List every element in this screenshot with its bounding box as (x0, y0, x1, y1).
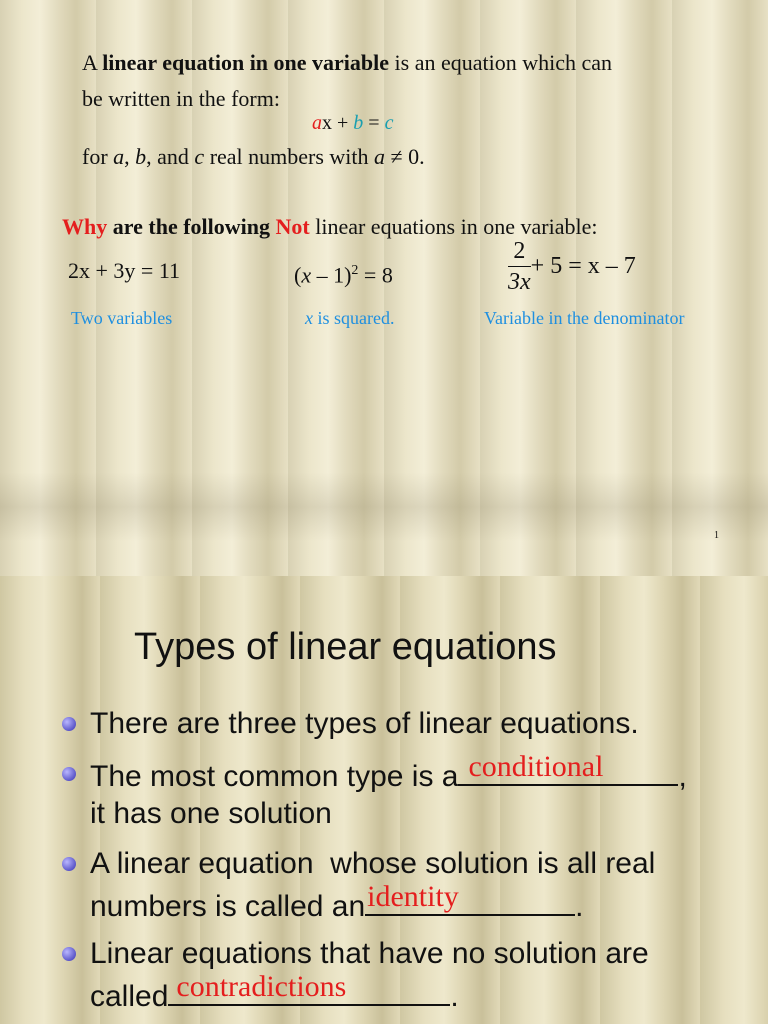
question-rest: linear equations in one variable: (315, 214, 598, 239)
condition-line (82, 142, 425, 172)
coefficient-a: a (312, 112, 322, 134)
eq3-fraction (508, 236, 531, 297)
bullet-item (62, 844, 655, 884)
example-equation-3 (508, 236, 636, 297)
page-number: 1 (714, 530, 719, 541)
bullet-punct: . (575, 890, 584, 923)
question-not: Not (275, 214, 310, 239)
definition-term: linear equation in one variable (102, 50, 390, 75)
eq3-denominator: 3x (508, 269, 531, 295)
eq2-x: x (301, 262, 312, 288)
eq3-numerator: 2 (508, 236, 531, 267)
bullet-text: A linear equation whose solution is all real (90, 847, 656, 880)
bullet-dot-icon (62, 947, 76, 961)
bullet-dot-icon (62, 857, 76, 871)
equals-sign: = (363, 112, 385, 134)
answer-blank (168, 970, 450, 1006)
bullet-text: numbers is called an (90, 890, 366, 923)
question-bold-text: are the following (112, 214, 270, 239)
condition-a-nonzero: a (374, 144, 386, 169)
bullet-punct: . (450, 980, 459, 1013)
eq2-tail: = 8 (358, 262, 393, 288)
answer-conditional: conditional (468, 750, 604, 783)
definition-prefix: A (82, 50, 97, 75)
reason-2-x: x (305, 308, 313, 328)
condition-a: a (113, 144, 125, 169)
bullet-dot-icon (62, 767, 76, 781)
condition-neq-zero: ≠ 0. (390, 144, 425, 169)
bullet-text: called (90, 980, 169, 1013)
answer-identity: identity (367, 880, 459, 913)
bullet-continuation: it has one solution (90, 797, 332, 830)
bullet-text: The most common type is a (90, 760, 459, 793)
answer-contradictions: contradictions (176, 970, 347, 1003)
bullet-continuation (90, 880, 584, 927)
bullet-item (62, 750, 687, 797)
reason-3: Variable in the denominator (484, 308, 685, 328)
constant-b: b (353, 112, 364, 134)
condition-for: for (82, 144, 108, 169)
condition-comma: , (124, 144, 130, 169)
answer-blank (458, 750, 678, 786)
bullet-item (62, 934, 649, 974)
reason-2 (305, 306, 394, 330)
reason-2-text: is squared. (317, 308, 395, 328)
condition-text: real numbers with (209, 144, 369, 169)
bullet-continuation (90, 970, 459, 1017)
bullet-text: Linear equations that have no solution are (90, 937, 649, 970)
bullet-punct: , (678, 760, 687, 793)
constant-c: c (384, 112, 394, 134)
example-equation-2 (294, 256, 393, 290)
condition-b: b (135, 144, 147, 169)
definition-text: is an equation which can (394, 50, 613, 75)
eq2-open: ( (294, 262, 302, 288)
condition-c: c (194, 144, 205, 169)
bullet-dot-icon (62, 717, 76, 731)
eq2-rest: – 1) (311, 262, 352, 288)
eq3-rest: + 5 = x – 7 (530, 253, 636, 279)
bullet-item (62, 704, 639, 744)
question-why: Why (62, 214, 108, 239)
answer-blank (365, 880, 575, 916)
slide-title: Types of linear equations (134, 626, 557, 668)
bullet-text: There are three types of linear equations. (90, 707, 639, 740)
eq2-exponent: 2 (351, 263, 359, 278)
slide-2 (0, 576, 768, 1024)
plus-sign: + (332, 112, 354, 134)
example-equation-1: 2x + 3y = 11 (68, 258, 180, 283)
variable-x: x (322, 112, 332, 134)
general-form-equation (312, 110, 393, 136)
definition-line-2: be written in the form: (82, 86, 280, 111)
reason-1: Two variables (71, 308, 173, 328)
definition-line-1 (82, 48, 612, 78)
condition-and: , and (146, 144, 189, 169)
